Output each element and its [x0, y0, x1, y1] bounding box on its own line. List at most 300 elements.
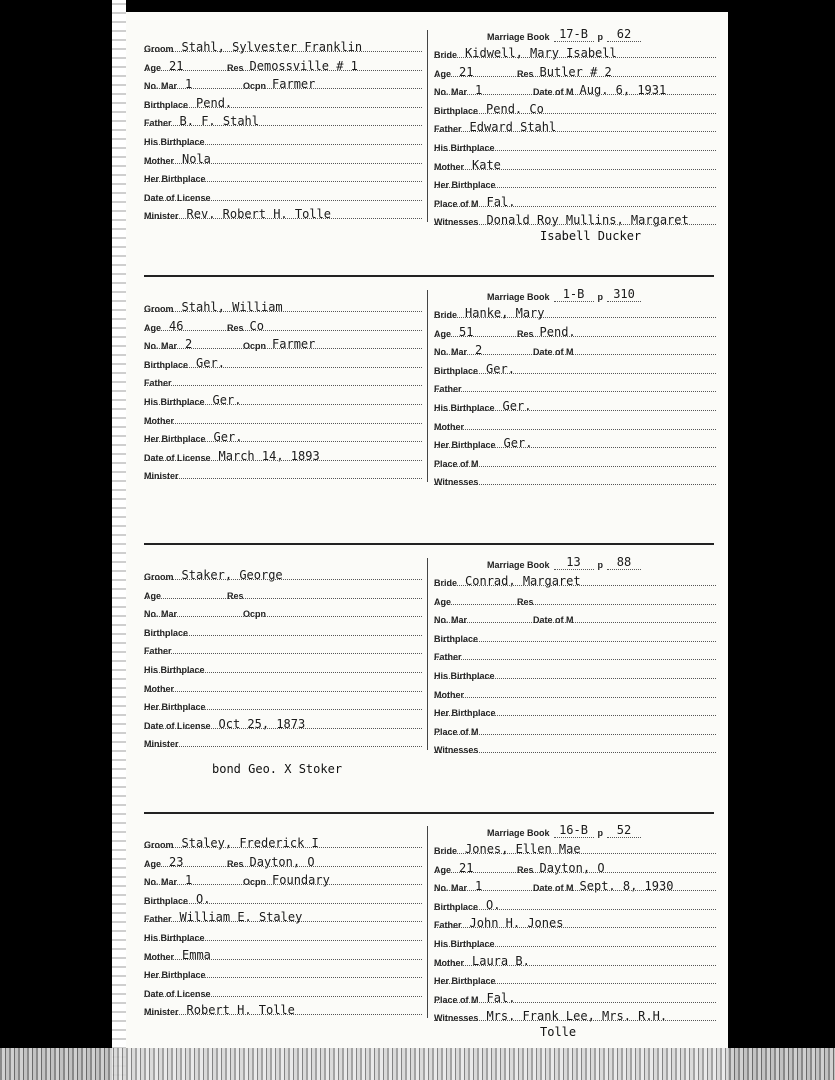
- field-label: Bride: [434, 50, 458, 60]
- marriage-book-ref: [487, 552, 641, 570]
- page-label: p: [597, 828, 604, 838]
- page-value: 52: [607, 823, 641, 838]
- field-value: 23: [169, 854, 184, 869]
- marriage-book-label: Marriage Book: [487, 560, 550, 570]
- field-label: Res: [517, 864, 534, 875]
- field-value: Ger.: [502, 399, 532, 413]
- field-value: Sept. 8, 1930: [579, 879, 674, 894]
- groom-field-age: [144, 55, 422, 73]
- field-label: Groom: [144, 304, 174, 314]
- field-underline: [144, 50, 422, 52]
- field-value: O.: [196, 891, 211, 906]
- field-underline: [434, 56, 716, 58]
- marriage-record: [112, 824, 728, 1074]
- groom-field-her-birthplace: [144, 166, 422, 184]
- bride-field-her-birthplace: [434, 700, 716, 718]
- field-label: Age: [144, 590, 162, 601]
- field-value: Farmer: [272, 337, 316, 352]
- field-underline: [144, 976, 422, 978]
- groom-field-groom: [144, 564, 422, 582]
- field-value: Ger.: [196, 355, 225, 370]
- field-label: Mother: [434, 957, 464, 968]
- field-underline: [434, 871, 716, 873]
- field-value: B. F. Stahl: [179, 114, 259, 129]
- field-label: Witnesses: [434, 745, 479, 756]
- bride-field-birthplace: [434, 358, 716, 376]
- field-value: 1: [475, 83, 483, 98]
- groom-field-mother: [144, 408, 422, 426]
- field-label: Witnesses: [434, 477, 479, 488]
- field-value: 1: [475, 879, 483, 894]
- marriage-book-value: 1-B: [554, 287, 594, 302]
- field-label: Birthplace: [144, 99, 189, 110]
- field-underline: [144, 652, 422, 654]
- field-label: His Birthplace: [144, 397, 205, 407]
- groom-note: bond Geo. X Stoker: [212, 762, 343, 776]
- groom-field-his-birthplace: [144, 657, 422, 675]
- field-value: Nola: [182, 151, 211, 166]
- field-underline: [434, 186, 716, 188]
- field-value: 1: [185, 873, 193, 888]
- field-label: Date of License: [144, 720, 211, 731]
- field-underline: [434, 751, 716, 753]
- record-separator: [144, 812, 714, 814]
- field-value: Dayton, O: [249, 854, 315, 869]
- bride-field-mother: [434, 950, 716, 968]
- field-label: Mother: [144, 951, 174, 962]
- field-label: Her Birthplace: [144, 702, 206, 713]
- bride-field-witnesses: [434, 469, 716, 487]
- field-underline: [434, 584, 716, 586]
- field-label: Witnesses: [434, 217, 479, 228]
- field-value: Staker, George: [181, 568, 283, 582]
- field-label: No. Mar: [144, 341, 178, 352]
- field-label: Res: [517, 328, 534, 339]
- groom-field-birthplace: [144, 352, 422, 370]
- groom-field-minister: [144, 731, 422, 749]
- bride-field-his-birthplace: [434, 135, 716, 153]
- field-value: 1: [185, 77, 193, 92]
- groom-field-her-birthplace: [144, 962, 422, 980]
- field-label: Birthplace: [434, 105, 479, 116]
- groom-field-minister: [144, 999, 422, 1017]
- field-underline: [144, 883, 422, 885]
- groom-field-minister: [144, 463, 422, 481]
- field-value: Ger.: [486, 361, 515, 376]
- field-underline: [434, 621, 716, 623]
- bride-field-no-mar: [434, 607, 716, 625]
- groom-field-mother: [144, 148, 422, 166]
- field-label: Minister: [144, 471, 179, 482]
- groom-field-minister: [144, 203, 422, 221]
- field-label: Mother: [434, 161, 464, 172]
- field-label: Birthplace: [144, 627, 189, 638]
- field-label: Minister: [144, 739, 179, 750]
- field-label: Date of M: [533, 347, 574, 358]
- field-underline: [434, 205, 716, 207]
- field-label: Father: [144, 378, 172, 389]
- field-underline: [144, 939, 422, 941]
- field-label: Minister: [144, 1007, 179, 1018]
- field-label: Birthplace: [434, 901, 479, 912]
- marriage-record: [112, 28, 728, 278]
- field-value: Kidwell, Mary Isabell: [465, 46, 617, 60]
- field-underline: [144, 865, 422, 867]
- field-underline: [434, 390, 716, 392]
- field-value: Fal.: [486, 194, 516, 209]
- groom-field-birthplace: [144, 92, 422, 110]
- column-divider: [427, 826, 428, 1018]
- field-label: Father: [434, 920, 462, 931]
- groom-field-her-birthplace: [144, 694, 422, 712]
- field-label: His Birthplace: [434, 143, 495, 153]
- groom-field-date-of-license: [144, 445, 422, 463]
- field-value: Stahl, Sylvester Franklin: [181, 40, 363, 54]
- field-label: Groom: [144, 572, 174, 582]
- groom-field-no-mar: [144, 869, 422, 887]
- groom-field-father: [144, 638, 422, 656]
- groom-field-birthplace: [144, 888, 422, 906]
- bride-field-her-birthplace: [434, 968, 716, 986]
- groom-field-his-birthplace: [144, 389, 422, 407]
- field-underline: [434, 677, 716, 679]
- field-label: No. Mar: [434, 883, 468, 894]
- field-underline: [434, 696, 716, 698]
- field-value: Pend.: [196, 95, 233, 110]
- bride-field-his-birthplace: [434, 663, 716, 681]
- field-label: Her Birthplace: [434, 708, 496, 719]
- field-value: Robert H. Tolle: [186, 1003, 295, 1018]
- field-underline: [144, 690, 422, 692]
- bride-field-age: [434, 589, 716, 607]
- bride-field-bride: [434, 570, 716, 588]
- field-underline: [434, 130, 716, 132]
- field-underline: [144, 477, 422, 479]
- groom-field-age: [144, 851, 422, 869]
- field-label: Mother: [434, 421, 464, 432]
- field-underline: [144, 597, 422, 599]
- field-underline: [434, 465, 716, 467]
- field-underline: [144, 384, 422, 386]
- marriage-book-value: 16-B: [554, 823, 594, 838]
- marriage-record: [112, 288, 728, 538]
- field-value: Jones, Ellen Mae: [465, 842, 581, 856]
- field-underline: [434, 353, 716, 355]
- marriage-record: [112, 556, 728, 806]
- field-label: Her Birthplace: [144, 174, 206, 185]
- field-label: No. Mar: [434, 347, 468, 358]
- field-value: Butler # 2: [539, 64, 612, 79]
- groom-field-no-mar: [144, 333, 422, 351]
- field-underline: [434, 982, 716, 984]
- field-underline: [434, 1019, 716, 1021]
- bride-field-her-birthplace: [434, 172, 716, 190]
- groom-field-groom: [144, 36, 422, 54]
- bride-field-witnesses: [434, 1005, 716, 1023]
- field-value: Dayton, O: [539, 860, 605, 875]
- field-underline: [434, 945, 716, 947]
- bride-field-father: [434, 912, 716, 930]
- field-label: Ocpn: [243, 81, 267, 92]
- field-label: Age: [144, 62, 162, 73]
- field-underline: [434, 335, 716, 337]
- field-underline: [144, 124, 422, 126]
- field-underline: [144, 199, 422, 201]
- field-label: Ocpn: [243, 341, 267, 352]
- field-value: Donald Roy Mullins, Margaret: [486, 213, 689, 228]
- field-label: Date of M: [533, 87, 574, 98]
- marriage-book-label: Marriage Book: [487, 32, 550, 42]
- field-underline: [144, 708, 422, 710]
- bride-field-place-of-m: [434, 987, 716, 1005]
- field-value: Demossville # 1: [249, 58, 358, 73]
- field-underline: [144, 920, 422, 922]
- field-value: Staley, Frederick I: [181, 836, 319, 850]
- field-value: Farmer: [272, 77, 316, 92]
- field-underline: [434, 446, 716, 448]
- field-underline: [434, 168, 716, 170]
- groom-field-father: [144, 906, 422, 924]
- groom-field-mother: [144, 676, 422, 694]
- witnesses-continued: Tolle: [540, 1025, 577, 1039]
- field-value: Edward Stahl: [469, 120, 557, 135]
- bride-field-age: [434, 857, 716, 875]
- field-value: Hanke, Mary: [465, 306, 545, 320]
- field-underline: [144, 422, 422, 424]
- field-label: Place of M: [434, 994, 479, 1005]
- groom-field-mother: [144, 944, 422, 962]
- field-value: Oct 25, 1873: [218, 716, 306, 731]
- field-value: Fal.: [486, 990, 516, 1005]
- bride-field-her-birthplace: [434, 432, 716, 450]
- groom-field-age: [144, 315, 422, 333]
- field-underline: [434, 409, 716, 411]
- column-divider: [427, 30, 428, 222]
- field-underline: [434, 640, 716, 642]
- bride-field-his-birthplace: [434, 931, 716, 949]
- field-label: Bride: [434, 578, 458, 588]
- bride-field-witnesses: [434, 209, 716, 227]
- field-label: Groom: [144, 44, 174, 54]
- field-label: Res: [227, 590, 244, 601]
- field-value: Kate: [472, 157, 501, 172]
- groom-field-no-mar: [144, 73, 422, 91]
- field-label: Age: [144, 858, 162, 869]
- field-underline: [434, 428, 716, 430]
- field-label: Birthplace: [434, 633, 479, 644]
- field-label: Her Birthplace: [434, 180, 496, 191]
- field-label: Age: [434, 68, 452, 79]
- groom-field-date-of-license: [144, 713, 422, 731]
- field-value: Pend.: [539, 324, 576, 339]
- field-label: Birthplace: [144, 359, 189, 370]
- marriage-book-label: Marriage Book: [487, 292, 550, 302]
- field-label: Mother: [144, 415, 174, 426]
- page-value: 62: [607, 27, 641, 42]
- field-label: Birthplace: [144, 895, 189, 906]
- groom-field-father: [144, 110, 422, 128]
- field-label: Date of License: [144, 988, 211, 999]
- page-value: 88: [607, 555, 641, 570]
- field-underline: [144, 902, 422, 904]
- field-underline: [144, 671, 422, 673]
- bride-field-father: [434, 116, 716, 134]
- field-value: Ger.: [212, 393, 242, 407]
- field-value: Aug. 6, 1931: [579, 83, 667, 98]
- field-label: Witnesses: [434, 1013, 479, 1024]
- field-underline: [144, 347, 422, 349]
- bride-field-birthplace: [434, 98, 716, 116]
- field-label: Her Birthplace: [144, 970, 206, 981]
- field-label: Date of M: [533, 615, 574, 626]
- bride-field-his-birthplace: [434, 395, 716, 413]
- field-underline: [144, 615, 422, 617]
- field-label: Birthplace: [434, 365, 479, 376]
- field-label: Her Birthplace: [434, 976, 496, 987]
- field-value: Ger.: [213, 430, 243, 445]
- bride-field-father: [434, 644, 716, 662]
- field-value: 51: [459, 324, 474, 339]
- groom-field-groom: [144, 832, 422, 850]
- field-label: Date of M: [533, 883, 574, 894]
- witnesses-continued: Isabell Ducker: [540, 229, 642, 243]
- bride-field-witnesses: [434, 737, 716, 755]
- field-label: Res: [227, 322, 244, 333]
- field-label: Mother: [144, 683, 174, 694]
- page-label: p: [597, 292, 604, 302]
- marriage-book-value: 13: [554, 555, 594, 570]
- field-underline: [144, 958, 422, 960]
- field-label: No. Mar: [144, 877, 178, 888]
- field-value: March 14, 1893: [218, 448, 320, 463]
- groom-field-age: [144, 583, 422, 601]
- field-value: 21: [459, 64, 474, 79]
- field-underline: [144, 143, 422, 145]
- bride-field-place-of-m: [434, 451, 716, 469]
- field-label: Place of M: [434, 726, 479, 737]
- field-label: No. Mar: [434, 87, 468, 98]
- field-underline: [434, 1001, 716, 1003]
- field-value: 21: [169, 58, 184, 73]
- field-value: Stahl, William: [181, 300, 283, 314]
- groom-field-no-mar: [144, 601, 422, 619]
- field-underline: [144, 403, 422, 405]
- field-underline: [434, 889, 716, 891]
- field-value: Emma: [182, 947, 211, 962]
- page-value: 310: [607, 287, 641, 302]
- field-value: 2: [475, 343, 483, 358]
- field-underline: [144, 459, 422, 461]
- field-label: Age: [144, 322, 162, 333]
- marriage-book-value: 17-B: [554, 27, 594, 42]
- bride-field-age: [434, 61, 716, 79]
- field-underline: [434, 75, 716, 77]
- field-underline: [434, 908, 716, 910]
- field-underline: [144, 634, 422, 636]
- field-label: Father: [434, 124, 462, 135]
- field-underline: [434, 852, 716, 854]
- bride-field-birthplace: [434, 626, 716, 644]
- field-value: Rev. Robert H. Tolle: [186, 207, 332, 222]
- field-value: Co: [249, 318, 264, 333]
- field-underline: [144, 217, 422, 219]
- column-divider: [427, 290, 428, 482]
- bride-field-mother: [434, 682, 716, 700]
- bride-field-mother: [434, 414, 716, 432]
- bride-field-no-mar: [434, 875, 716, 893]
- field-label: Bride: [434, 310, 458, 320]
- field-value: Conrad, Margaret: [465, 574, 581, 588]
- field-label: No. Mar: [434, 615, 468, 626]
- groom-field-date-of-license: [144, 185, 422, 203]
- groom-field-date-of-license: [144, 981, 422, 999]
- field-label: Res: [227, 858, 244, 869]
- groom-field-her-birthplace: [144, 426, 422, 444]
- marriage-book-ref: [487, 24, 641, 42]
- field-value: William E. Staley: [179, 910, 303, 925]
- field-label: Age: [434, 328, 452, 339]
- field-value: Ger.: [503, 436, 533, 451]
- field-value: John H. Jones: [469, 916, 564, 931]
- bride-field-age: [434, 321, 716, 339]
- field-underline: [434, 149, 716, 151]
- field-label: His Birthplace: [144, 933, 205, 943]
- groom-field-his-birthplace: [144, 925, 422, 943]
- field-label: Father: [434, 384, 462, 395]
- field-label: Her Birthplace: [144, 434, 206, 445]
- field-value: Laura B.: [472, 953, 530, 968]
- field-value: Mrs. Frank Lee, Mrs. R.H.: [486, 1009, 668, 1024]
- field-underline: [434, 372, 716, 374]
- field-label: His Birthplace: [434, 939, 495, 949]
- field-label: Groom: [144, 840, 174, 850]
- field-value: 21: [459, 860, 474, 875]
- field-underline: [434, 112, 716, 114]
- field-underline: [144, 995, 422, 997]
- bride-field-bride: [434, 838, 716, 856]
- field-underline: [144, 366, 422, 368]
- bride-field-place-of-m: [434, 719, 716, 737]
- field-label: His Birthplace: [434, 671, 495, 681]
- field-underline: [144, 106, 422, 108]
- groom-field-birthplace: [144, 620, 422, 638]
- field-underline: [144, 745, 422, 747]
- bride-field-no-mar: [434, 79, 716, 97]
- groom-field-groom: [144, 296, 422, 314]
- field-label: No. Mar: [144, 81, 178, 92]
- field-underline: [434, 714, 716, 716]
- field-underline: [144, 310, 422, 312]
- field-label: Mother: [144, 155, 174, 166]
- field-label: Ocpn: [243, 877, 267, 888]
- field-underline: [144, 1013, 422, 1015]
- marriage-book-ref: [487, 284, 641, 302]
- field-label: Her Birthplace: [434, 440, 496, 451]
- field-label: No. Mar: [144, 609, 178, 620]
- field-label: Date of License: [144, 192, 211, 203]
- field-label: Res: [517, 596, 534, 607]
- field-value: Pend. Co: [486, 101, 544, 116]
- field-label: Father: [434, 652, 462, 663]
- field-label: Father: [144, 646, 172, 657]
- bride-field-no-mar: [434, 339, 716, 357]
- field-underline: [144, 727, 422, 729]
- field-value: O.: [486, 897, 501, 912]
- bride-field-father: [434, 376, 716, 394]
- field-underline: [144, 329, 422, 331]
- bride-field-place-of-m: [434, 191, 716, 209]
- field-label: Age: [434, 596, 452, 607]
